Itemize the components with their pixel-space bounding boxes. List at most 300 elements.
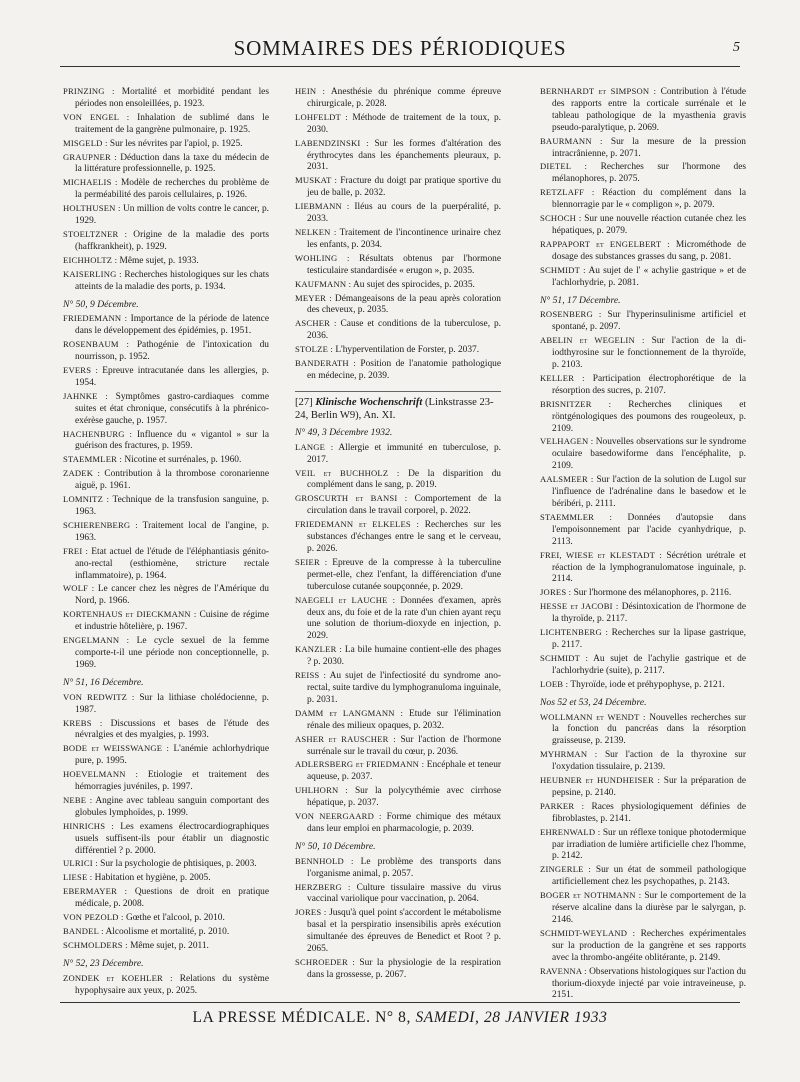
entry-text: Démangeaisons de la peau après coloration des cheveux, p. 2035. — [307, 293, 501, 316]
entry-text: Forme chimique des métaux dans leur emploi en pharmacologie, p. 2039. — [307, 812, 502, 834]
entry — [540, 436, 746, 473]
entry — [540, 775, 746, 800]
entry-author: VELHAGEN : — [540, 436, 594, 447]
entry-text: Sur l'hormone des mélanophores, p. 2116. — [573, 588, 732, 599]
entry-text: Sur une nouvelle réaction cutanée chez les hépatiques, p. 2079. — [552, 214, 746, 236]
entry-text: Encéphale et teneur aqueuse, p. 2037. — [307, 760, 502, 783]
page-number: 5 — [733, 40, 740, 55]
entry-text: Pathogénie de l'intoxication du nourrisson, p. 1952. — [75, 340, 269, 363]
entry-author: JORES : — [540, 587, 572, 598]
entry — [540, 309, 746, 334]
entry — [63, 520, 269, 545]
entry-text: Les examens électrocardiographiques usuels suffisent-ils pour établir un diagnostic différentiel ? p. 2000. — [75, 821, 269, 856]
entry-author: ENGELMANN : — [63, 635, 130, 646]
entry-author: WOLF : — [63, 583, 95, 594]
entry-author: ABELIN et WEGELIN : — [540, 335, 645, 346]
entry — [295, 358, 501, 383]
entry — [295, 493, 501, 518]
entry-author: FRIEDEMANN et ELKELES : — [295, 519, 420, 530]
entry — [63, 468, 269, 493]
entry-author: NELKEN : — [295, 226, 337, 237]
entry-author: ASHER et RAUSCHER : — [295, 733, 396, 744]
entry — [295, 279, 501, 292]
entry-author: EVERS : — [63, 365, 99, 376]
entry — [540, 749, 746, 774]
entry-author: BAURMANN : — [540, 135, 603, 146]
entry-text: Le problème des transports dans l'organisme animal, p. 2057. — [307, 856, 502, 879]
footer-issue: N° 8, — [375, 1009, 411, 1026]
entry-author: GROSCURTH et BANSI : — [295, 493, 408, 504]
entry — [540, 335, 746, 372]
entry-text: L'hyperventilation de Forster, p. 2037. — [335, 345, 480, 356]
entry-text: Sur l'action de la thyroxine sur l'oxydation tissulaire, p. 2139. — [552, 750, 746, 773]
entry — [295, 759, 501, 784]
entry-text: Données d'examen, après deux ans, du foie et de la rate d'un chien ayant reçu une solution de thorium-dioxyde en injection, p. 2029. — [307, 595, 502, 642]
entry-text: Modèle de recherches du problème de la perméabilité des parois cellulaires, p. 1926. — [75, 178, 269, 201]
entry-text: Origine de la maladie des ports (haffkrankheit), p. 1929. — [75, 229, 270, 252]
entry-author: AALSMEER : — [540, 474, 594, 485]
entry-author: MICHAELIS : — [63, 177, 118, 188]
entry-author: PARKER : — [540, 800, 585, 811]
entry — [295, 734, 501, 759]
entry — [63, 886, 269, 911]
entry-author: UHLHORN : — [295, 785, 348, 796]
entry-text: Recherches sur l'hormone des mélanophores, p. 2075. — [552, 162, 747, 185]
entry-text: Déduction dans la taxe du médecin de la littérature professionnelle, p. 1925. — [75, 152, 269, 175]
entry-author: VON REDWITZ : — [63, 691, 135, 702]
entry-text: Contribution à l'étude des rapports entre la corticale surrénale et le tableau pathologique de la myasthenia gravis pseudo-paralytique, p. 2069. — [552, 87, 746, 133]
entry-text: Traitement local de l'angine, p. 1963. — [75, 520, 269, 543]
entry — [540, 265, 746, 290]
entry-author: BOGER et NOTHMANN : — [540, 890, 642, 901]
entry-author: EICHHOLTZ : — [63, 254, 118, 265]
entry — [63, 391, 269, 428]
column-middle — [295, 86, 502, 980]
entry — [63, 112, 269, 137]
entry — [540, 653, 746, 678]
entry-text: Sur les formes d'altération des érythrocytes dans les épanchements pleuraux, p. 2031. — [307, 138, 502, 173]
entry — [295, 708, 501, 733]
column-left — [63, 86, 270, 996]
entry — [295, 175, 501, 200]
entry — [63, 86, 269, 111]
entry-text: Résultats obtenus par l'hormone testiculaire standardisée « erugon », p. 2035. — [307, 253, 501, 276]
entry-author: KREBS : — [63, 717, 103, 728]
entry — [295, 557, 501, 594]
entry-text: Jusqu'à quel point s'accordent le métabolisme basal et la perspiratio insensibilis après exécution simultanée des épreuves de Benedict et Root ? p. 2065. — [307, 908, 501, 955]
entry-text: Recherches sur les substances d'échanges entre le sang et le cerveau, p. 2026. — [307, 520, 501, 554]
entry-text: Symptômes gastro-cardiaques comme suites et état chronique, consécutifs à la phrénico-exérèse gauche, p. 1957. — [75, 391, 270, 426]
entry — [295, 468, 501, 493]
entry-text: Cuisine de régime et industrie hôtelière, p. 1967. — [75, 610, 269, 633]
entry-author: KAUFMANN : — [295, 278, 352, 289]
entry-author: VON ENGEL : — [63, 111, 130, 122]
entry-text: Epreuve de la compresse à la tuberculine permet-elle, chez l'enfant, la différenciation d'une tuberculose cutanée soupçonnée, p. 2029. — [307, 557, 502, 592]
entry-text: Sur l'action de la di-iodthyrosine sur le fonctionnement de la thyroïde, p. 2103. — [552, 336, 747, 371]
entry — [295, 442, 501, 467]
issue-heading: N° 51, 16 Décembre. — [63, 676, 144, 688]
entry-text: Races physiologiquement définies de fibroblastes, p. 2141. — [552, 801, 746, 824]
entry-author: WOLLMANN et WENDT : — [540, 711, 646, 722]
entry-author: FREI : — [63, 545, 89, 556]
entry-author: BODE et WEISSWANGE : — [63, 743, 170, 754]
issue-heading: N° 50, 9 Décembre. — [63, 298, 139, 310]
entry-author: DAMM et LANGMANN : — [295, 707, 404, 718]
footer-journal: LA PRESSE MÉDICALE. — [192, 1009, 371, 1026]
entry-text: Fracture du doigt par pratique sportive du jeu de balle, p. 2032. — [307, 176, 501, 199]
entry-text: Contribution à la thrombose coronarienne aiguë, p. 1961. — [75, 469, 269, 492]
entry-author: VON PEZOLD : — [63, 912, 124, 923]
entry-text: Epreuve intracutanée dans les allergies, p. 1954. — [75, 366, 270, 388]
entry-author: STAEMMLER : — [63, 454, 123, 465]
entry — [540, 239, 746, 264]
entry-text: Participation électrophorétique de la résorption des sucres, p. 2107. — [552, 373, 746, 396]
entry-text: Désintoxication de l'hormone de la thyroïde, p. 2117. — [552, 602, 746, 625]
entry-author: SCHMOLDERS : — [63, 939, 128, 950]
entry-author: MEYER : — [295, 292, 332, 303]
entry-text: Technique de la transfusion sanguine, p. 1963. — [75, 495, 269, 517]
entry — [295, 644, 501, 669]
entry-author: LOEB : — [540, 678, 569, 689]
entry-author: SEIER : — [295, 556, 328, 567]
entry — [295, 811, 501, 836]
entry-author: VEIL et BUCHHOLZ : — [295, 467, 400, 478]
issue-heading: Nos 52 et 53, 24 Décembre. — [540, 696, 647, 708]
entry-author: KORTENHAUS et DIECKMANN : — [63, 609, 197, 620]
entry — [540, 827, 746, 864]
journal-number: [27] — [295, 396, 313, 408]
entry-author: RAVENNA : — [540, 965, 587, 976]
entry-author: VON NEERGAARD : — [295, 811, 382, 822]
entry — [540, 373, 746, 398]
entry-text: Sur un réflexe tonique photodermique par irradiation de lumière artificielle chez l'homme, p. 2142. — [552, 827, 747, 862]
entry-author: ZONDEK et KOEHLER : — [63, 972, 173, 983]
entry-text: L'anémie achlorhydrique pure, p. 1995. — [75, 744, 270, 767]
entry-author: JORES : — [295, 907, 327, 918]
entry-text: Même sujet, p. 2011. — [130, 940, 209, 951]
entry-text: Discussions et bases de l'étude des névralgies et des myalgies, p. 1993. — [75, 718, 270, 741]
entry — [63, 635, 269, 672]
entry-text: Mortalité et morbidité pendant les périodes non ensoleillées, p. 1923. — [75, 87, 269, 109]
entry — [295, 519, 501, 556]
entry-text: Gœthe et l'alcool, p. 2010. — [126, 913, 225, 924]
entry — [295, 86, 501, 111]
entry — [63, 692, 269, 717]
entry — [295, 957, 501, 982]
entry — [63, 912, 269, 925]
entry-author: NAEGELI et LAUCHE : — [295, 594, 396, 605]
entry-author: LIESE : — [63, 872, 93, 883]
entry-author: ASCHER : — [295, 318, 337, 329]
entry — [295, 318, 501, 343]
entry-text: Sur les névrites par l'apiol, p. 1925. — [109, 138, 243, 149]
entry — [295, 670, 501, 707]
entry — [63, 926, 269, 939]
entry — [540, 627, 746, 652]
entry-author: LICHTENBERG : — [540, 627, 609, 638]
entry-text: Nicotine et surrénales, p. 1960. — [124, 455, 242, 466]
entry — [63, 973, 269, 998]
entry — [63, 718, 269, 743]
entry-text: Traitement de l'incontinence urinaire chez les enfants, p. 2034. — [307, 227, 501, 250]
entry-author: STAEMMLER : — [540, 511, 613, 522]
entry-text: Sur un état de sommeil pathologique artificiellement chez les psychopathes, p. 2143. — [552, 865, 746, 888]
entry-text: Au sujet des spirocides, p. 2035. — [353, 279, 475, 290]
entry-author: STOLZE : — [295, 344, 333, 355]
entry-text: La bile humaine contient-elle des phages ? p. 2030. — [307, 645, 502, 668]
entry — [295, 856, 501, 881]
entry-text: Observations histologiques sur l'action du thorium-dioxyde injecté par voie intraveineuse, p. 2151. — [552, 966, 746, 1001]
entry — [540, 136, 746, 161]
entry-author: LANGE : — [295, 441, 334, 452]
entry — [540, 801, 746, 826]
entry-text: Recherches histologiques sur les chats atteints de la maladie des ports, p. 1934. — [75, 269, 270, 292]
entry — [63, 821, 269, 858]
entry-author: HEUBNER et HUNDHEISER : — [540, 775, 661, 786]
entry-author: HESSE et JACOBI : — [540, 601, 619, 612]
entry — [540, 966, 746, 1003]
entry — [295, 138, 501, 175]
entry — [540, 864, 746, 889]
entry-author: MISGELD : — [63, 137, 108, 148]
entry-author: EBERMAYER : — [63, 886, 128, 897]
entry-author: SCHROEDER : — [295, 957, 355, 967]
entry-text: Sur la polycythémie avec cirrhose hépatique, p. 2037. — [307, 786, 501, 809]
entry-text: Un million de volts contre le cancer, p. 1929. — [75, 204, 269, 227]
entry-text: Etude sur l'élimination rénale des milieux opaques, p. 2032. — [307, 708, 501, 731]
column-right — [540, 86, 747, 1001]
entry-text: Nouvelles recherches sur la fonction du pancréas dans la résorption graisseuse, p. 2139. — [552, 712, 747, 747]
entry-author: EHRENWALD : — [540, 826, 601, 837]
entry-text: Importance de la période de latence dans le développement des épidémies, p. 1951. — [75, 314, 270, 337]
entry-text: Angine avec tableau sanguin comportant des globules lymphoïdes, p. 1999. — [75, 795, 269, 818]
entry — [540, 890, 746, 927]
entry-author: HEIN : — [295, 86, 326, 96]
entry-text: Le cycle sexuel de la femme comporte-t-il une période non conceptionnelle, p. 1969. — [75, 636, 269, 670]
entry-author: ULRICI : — [63, 858, 98, 869]
entry-author: ZADEK : — [63, 468, 101, 479]
entry-text: Comportement de la circulation dans le travail corporel, p. 2022. — [307, 494, 501, 517]
entry-text: Recherches sur la lipase gastrique, p. 2117. — [552, 628, 747, 650]
entry-text: Allergie et immunité en tuberculose, p. 2017. — [307, 442, 501, 465]
entry-text: Questions de droit en pratique médicale, p. 2008. — [75, 887, 270, 910]
entry-author: SCHMIDT : — [540, 652, 589, 663]
entry-text: Sur le comportement de la réserve alcaline dans la diurèse par le salyrgan, p. 2146. — [552, 891, 746, 925]
entry — [63, 177, 269, 202]
entry-author: NEBE : — [63, 794, 93, 805]
entry-author: ZINGERLE : — [540, 864, 592, 875]
entry-text: Sécrétion urétrale et réaction de la lymphogranulomatose inguinale, p. 2114. — [552, 550, 746, 585]
entry-text: Position de l'anatomie pathologique en médecine, p. 2039. — [307, 359, 501, 381]
entry-text: Au sujet de l'infectiosité du syndrome ano-rectal, suite tardive du lymphogranuloma inguinale, p. 2031. — [307, 671, 502, 705]
entry — [540, 512, 746, 549]
entry-author: SCHOCH : — [540, 213, 582, 224]
entry-text: Méthode de traitement de la toux, p. 2030. — [307, 112, 501, 135]
entry-text: Sur l'action de l'hormone surrénale sur le travail du cœur, p. 2036. — [307, 734, 501, 757]
entry-author: LABENDZINSKI : — [295, 137, 369, 148]
entry-text: Recherches cliniques et röntgénologiques des poumons des rougeoleux, p. 2109. — [552, 399, 746, 434]
entry-author: DIETEL : — [540, 161, 588, 172]
entry — [540, 587, 746, 600]
entry-author: PRINZING : — [63, 86, 115, 96]
entry-text: Culture tissulaire massive du virus vaccinal variolique pour vaccination, p. 2064. — [307, 882, 501, 905]
entry-text: Microméthode de dosage des substances grasses du sang, p. 2081. — [552, 239, 747, 262]
journal-title — [295, 391, 501, 422]
entry-text: Réaction du complément dans la blennorragie par le « compligon », p. 2079. — [552, 188, 746, 211]
entry-author: BENNHOLD : — [295, 855, 354, 866]
entry-text: Alcoolisme et mortalité, p. 2010. — [105, 927, 230, 937]
entry-text: Relations du système hypophysaire aux yeux, p. 2025. — [75, 973, 270, 996]
entry-author: SCHMIDT : — [540, 264, 586, 275]
page-title: SOMMAIRES DES PÉRIODIQUES — [233, 36, 567, 60]
entry-text: Sur la lithiase cholédocienne, p. 1987. — [75, 692, 270, 715]
entry-text: Même sujet, p. 1933. — [119, 255, 199, 266]
entry — [63, 365, 269, 390]
entry — [540, 550, 746, 587]
entry-text: Influence du « vigantol » sur la guérison des fractures, p. 1959. — [75, 429, 269, 452]
entry — [63, 494, 269, 519]
entry — [540, 161, 746, 186]
entry — [540, 712, 746, 749]
entry-text: Au sujet de l' « achylie gastrique » et de l'achlorhydrie, p. 2081. — [552, 265, 747, 288]
entry-text: Sur la psychologie de phtisiques, p. 2003. — [100, 859, 257, 870]
entry — [63, 609, 269, 634]
entry-author: HOLTHUSEN : — [63, 203, 121, 214]
entry — [295, 595, 501, 644]
entry-text: Données d'autopsie dans l'empoisonnement par l'acide cyanhydrique, p. 2113. — [552, 512, 746, 547]
entry — [295, 907, 501, 956]
entry-author: HINRICHS : — [63, 820, 114, 831]
entry — [295, 785, 501, 810]
entry — [63, 269, 269, 294]
entry-text: Iléus au cours de la puerpéralité, p. 2033. — [307, 202, 502, 225]
entry-text: Thyroïde, iode et préhypophyse, p. 2121. — [570, 679, 725, 690]
entry — [540, 399, 746, 436]
entry-text: Habitation et hygiène, p. 2005. — [94, 873, 211, 884]
entry-author: KELLER : — [540, 372, 585, 383]
entry — [540, 601, 746, 626]
issue-heading: N° 49, 3 Décembre 1932. — [295, 426, 393, 438]
entry-author: STOELTZNER : — [63, 228, 128, 239]
entry-author: BANDEL : — [63, 926, 104, 936]
entry-text: Sur la mesure de la pression intracrânienne, p. 2071. — [552, 136, 746, 159]
entry — [63, 454, 269, 467]
entry-author: RAPPAPORT et ENGELBERT : — [540, 238, 670, 249]
entry — [63, 546, 269, 583]
entry — [63, 795, 269, 820]
entry — [63, 255, 269, 268]
entry — [540, 474, 746, 511]
entry — [63, 203, 269, 228]
entry — [295, 882, 501, 907]
entry — [63, 339, 269, 364]
entry — [295, 293, 501, 318]
entry — [63, 138, 269, 151]
entry — [63, 769, 269, 794]
entry-author: ROSENBAUM : — [63, 339, 130, 350]
entry-author: WOHLING : — [295, 252, 350, 263]
entry — [295, 201, 501, 226]
entry-text: Inhalation de sublimé dans le traitement de la gangrène pulmonaire, p. 1925. — [75, 112, 269, 135]
entry-author: LOHFELDT : — [295, 111, 348, 122]
entry — [63, 429, 269, 454]
entry — [295, 227, 501, 252]
entry-text: Nouvelles observations sur le syndrome oculaire basedowiforme dans l'encéphalite, p. 2109. — [552, 437, 746, 472]
entry-author: HACHENBURG : — [63, 428, 133, 439]
entry — [540, 213, 746, 238]
entry-author: LIEBMANN : — [295, 201, 350, 212]
entry-text: Etat actuel de l'étude de l'éléphantiasis génito-ano-rectal (esthiomène, stricture rectale inflammatoire), p. 1964. — [75, 546, 270, 581]
issue-heading: N° 51, 17 Décembre. — [540, 294, 621, 306]
entry-text: Cause et conditions de la tuberculose, p. 2036. — [307, 319, 501, 342]
entry-author: LOMNITZ : — [63, 494, 110, 505]
entry-author: ADLERSBERG et FRIEDMANN : — [295, 759, 425, 770]
entry-text: Recherches expérimentales sur la production de la gangrène et ses rapports avec la thrombo-angéite oblitérante, p. 2149. — [552, 928, 746, 963]
entry — [295, 253, 501, 278]
entry-text: Au sujet de l'achylie gastrique et de l'achlorhydrie (suite), p. 2117. — [552, 653, 746, 676]
journal-address: (Linkstrasse 23-24, Berlin W9), An. XI. — [295, 396, 494, 421]
entry — [63, 940, 269, 953]
entry — [540, 86, 746, 135]
entry-author: FREI, WIESE et KLESTADT : — [540, 549, 662, 560]
entry-text: Le cancer chez les nègres de l'Amérique du Nord, p. 1966. — [75, 584, 269, 607]
entry — [63, 152, 269, 177]
entry-author: HOEVELMANN : — [63, 769, 139, 780]
page-header — [60, 26, 740, 67]
entry-author: FRIEDEMANN : — [63, 313, 128, 324]
entry-text: Sur la physiologie de la respiration dans la grossesse, p. 2067. — [307, 958, 501, 980]
entry-author: MUSKAT : — [295, 175, 338, 186]
entry — [295, 344, 501, 357]
entry — [63, 313, 269, 338]
entry — [63, 858, 269, 871]
entry — [63, 743, 269, 768]
entry — [540, 928, 746, 965]
entry-author: HERZBERG : — [295, 881, 351, 892]
journal-name: Klinische Wochenschrift — [315, 396, 423, 408]
entry-author: MYHRMAN : — [540, 749, 598, 760]
entry — [63, 872, 269, 885]
entry-author: BERNHARDT et SIMPSON : — [540, 86, 657, 96]
entry-text: De la disparition du complément dans le sang, p. 2019. — [307, 468, 501, 491]
entry-text: Sur l'action de la solution de Lugol sur l'influence de l'adrénaline dans le basedow et le béribéri, p. 2111. — [552, 475, 746, 509]
page-footer — [60, 1002, 740, 1032]
entry — [63, 583, 269, 608]
entry-text: Etiologie et traitement des hémorragies juvéniles, p. 1997. — [75, 770, 269, 793]
entry — [540, 187, 746, 212]
entry-author: KANZLER : — [295, 644, 342, 655]
entry-author: GRAUPNER : — [63, 151, 117, 162]
entry — [63, 229, 269, 254]
entry — [540, 679, 746, 692]
entry-author: BRISNITZER : — [540, 398, 612, 409]
entry-author: BANDERATH : — [295, 358, 356, 369]
entry-text: Anesthésie du phrénique comme épreuve chirurgicale, p. 2028. — [307, 87, 502, 109]
entry-text: Sur l'hyperinsulinisme artificiel et spontané, p. 2097. — [552, 310, 746, 333]
entry-author: RETZLAFF : — [540, 187, 595, 198]
entry-author: SCHMIDT-WEYLAND : — [540, 927, 636, 938]
issue-heading: N° 50, 10 Décembre. — [295, 840, 376, 852]
entry — [295, 112, 501, 137]
entry-author: KAISERLING : — [63, 268, 122, 279]
entry-author: JAHNKE : — [63, 390, 108, 401]
entry-text: Sur la préparation de pepsine, p. 2140. — [552, 776, 746, 798]
entry-author: SCHIERENBERG : — [63, 519, 138, 530]
entry-author: REISS : — [295, 670, 327, 681]
issue-heading: N° 52, 23 Décembre. — [63, 957, 144, 969]
entry-author: ROSENBERG : — [540, 309, 602, 320]
footer-date: SAMEDI, 28 JANVIER 1933 — [415, 1009, 608, 1026]
